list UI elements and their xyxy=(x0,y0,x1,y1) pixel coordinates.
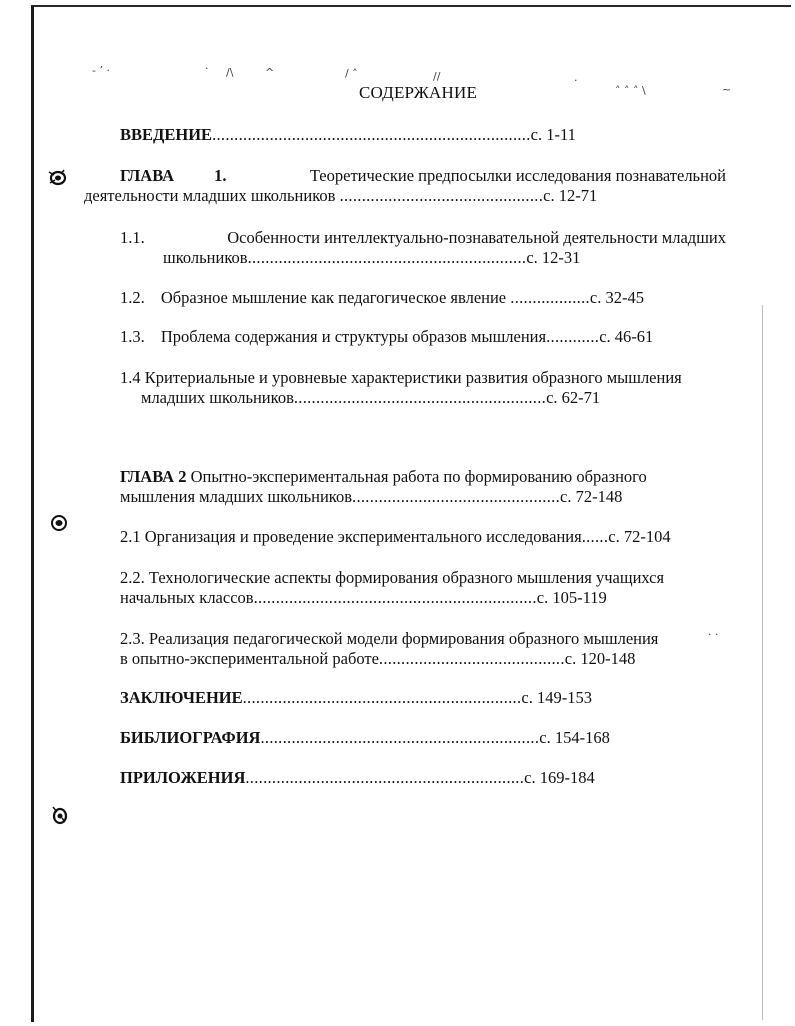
section-title-cont: младших школьников xyxy=(141,388,294,407)
scan-speck: · xyxy=(205,62,209,75)
page-range: с. 46-61 xyxy=(599,327,654,346)
punch-hole-icon xyxy=(48,512,70,534)
toc-entry-1-1-cont xyxy=(163,248,580,268)
section-number: 1.1. xyxy=(120,228,145,247)
toc-entry-1-4 xyxy=(120,368,682,388)
toc-entry-intro xyxy=(120,125,576,145)
section-title: Особенности интеллектуально-познавательной деятельности младших xyxy=(227,228,726,247)
scan-edge-right xyxy=(762,305,763,1020)
leader-dots: .................. xyxy=(510,288,590,307)
page-range: с. 1-11 xyxy=(530,125,576,144)
leader-dots: ........................................................................ xyxy=(212,125,531,144)
chapter-title: Опытно-экспериментальная работа по формированию образного xyxy=(190,467,647,486)
toc-entry-1-3 xyxy=(120,327,653,347)
page-range: с. 12-71 xyxy=(543,186,598,205)
toc-entry-2-2 xyxy=(120,568,664,588)
section-title: Образное мышление как педагогическое явление xyxy=(160,288,507,307)
leader-dots: ............................................................... xyxy=(247,248,527,267)
leader-dots: ................................................................ xyxy=(253,588,537,607)
section-title: 2.3. Реализация педагогической модели формирования образного мышления xyxy=(120,629,659,648)
chapter-number: 1. xyxy=(214,166,227,185)
chapter-title: Теоретические предпосылки исследования познавательной xyxy=(309,166,726,185)
scan-edge-left xyxy=(31,6,34,1022)
section-number: 1.4 xyxy=(120,368,141,387)
toc-entry-appendices xyxy=(120,768,595,788)
page-range: с. 72-104 xyxy=(608,527,671,546)
scan-speck: /\ xyxy=(226,66,234,79)
entry-label: ГЛАВА 2 xyxy=(120,467,187,486)
section-number: 1.3. xyxy=(120,327,145,346)
page-range: с. 120-148 xyxy=(564,649,636,668)
scan-speck: // xyxy=(433,70,441,83)
toc-entry-2-3 xyxy=(120,629,658,649)
toc-entry-1-4-cont xyxy=(141,388,600,408)
section-title: 2.2. Технологические аспекты формирования образного мышления учащихся xyxy=(120,568,665,587)
scan-speck: / ˄ xyxy=(345,67,358,80)
section-title-cont: начальных классов xyxy=(120,588,254,607)
toc-entry-1-1 xyxy=(120,228,726,248)
leader-dots: ............................................................... xyxy=(260,728,540,747)
scan-edge-top xyxy=(31,5,791,7)
page-range: с. 32-45 xyxy=(589,288,644,307)
toc-entry-chapter-2-cont xyxy=(120,487,622,507)
toc-entry-chapter-1 xyxy=(120,166,726,186)
toc-entry-chapter-2 xyxy=(120,467,647,487)
entry-label: БИБЛИОГРАФИЯ xyxy=(120,728,261,747)
leader-dots: ...... xyxy=(581,527,609,546)
scan-speck: - ’ · xyxy=(92,64,110,77)
leader-dots: .......................................... xyxy=(378,649,565,668)
toc-entry-bibliography xyxy=(120,728,610,748)
leader-dots: ............................................................... xyxy=(242,688,522,707)
toc-entry-1-2 xyxy=(120,288,644,308)
toc-entry-chapter-1-cont xyxy=(84,186,597,206)
entry-label: ПРИЛОЖЕНИЯ xyxy=(120,768,246,787)
scan-speck: · · xyxy=(708,628,719,641)
section-number: 1.2. xyxy=(120,288,145,307)
page-range: с. 154-168 xyxy=(539,728,610,747)
entry-label: ВВЕДЕНИЕ xyxy=(120,125,213,144)
scan-speck: ~ xyxy=(722,83,732,96)
page-range: с. 169-184 xyxy=(524,768,595,787)
chapter-title-cont: деятельности младших школьников xyxy=(84,186,336,205)
punch-hole-icon xyxy=(48,804,70,826)
toc-entry-2-1 xyxy=(120,527,671,547)
scan-speck: ˄ ˄ ˄ \ xyxy=(615,84,646,97)
leader-dots: .............................................. xyxy=(339,186,544,205)
leader-dots: ............ xyxy=(546,327,600,346)
section-title-cont: в опытно-экспериментальной работе xyxy=(120,649,379,668)
leader-dots: ............................................... xyxy=(352,487,561,506)
scan-speck: · xyxy=(574,74,578,87)
leader-dots: ......................................................... xyxy=(293,388,547,407)
page-range: с. 105-119 xyxy=(536,588,607,607)
leader-dots: ............................................................... xyxy=(245,768,525,787)
section-title: 2.1 Организация и проведение экспериментального исследования xyxy=(120,527,582,546)
page-title: СОДЕРЖАНИЕ xyxy=(359,83,478,102)
page-range: с. 149-153 xyxy=(521,688,592,707)
page-range: с. 62-71 xyxy=(546,388,601,407)
punch-hole-icon xyxy=(46,166,68,188)
toc-entry-conclusion xyxy=(120,688,592,708)
section-title: Критериальные и уровневые характеристики развития образного мышления xyxy=(144,368,682,387)
page-range: с. 72-148 xyxy=(560,487,623,506)
toc-entry-2-2-cont xyxy=(120,588,607,608)
chapter-title-cont: мышления младших школьников xyxy=(120,487,353,506)
entry-label: ЗАКЛЮЧЕНИЕ xyxy=(120,688,243,707)
section-title: Проблема содержания и структуры образов мышления xyxy=(160,327,547,346)
section-title-cont: школьников xyxy=(163,248,248,267)
scan-speck: ^ xyxy=(265,66,275,79)
toc-entry-2-3-cont xyxy=(120,649,635,669)
page-range: с. 12-31 xyxy=(526,248,581,267)
entry-label: ГЛАВА xyxy=(120,166,175,185)
